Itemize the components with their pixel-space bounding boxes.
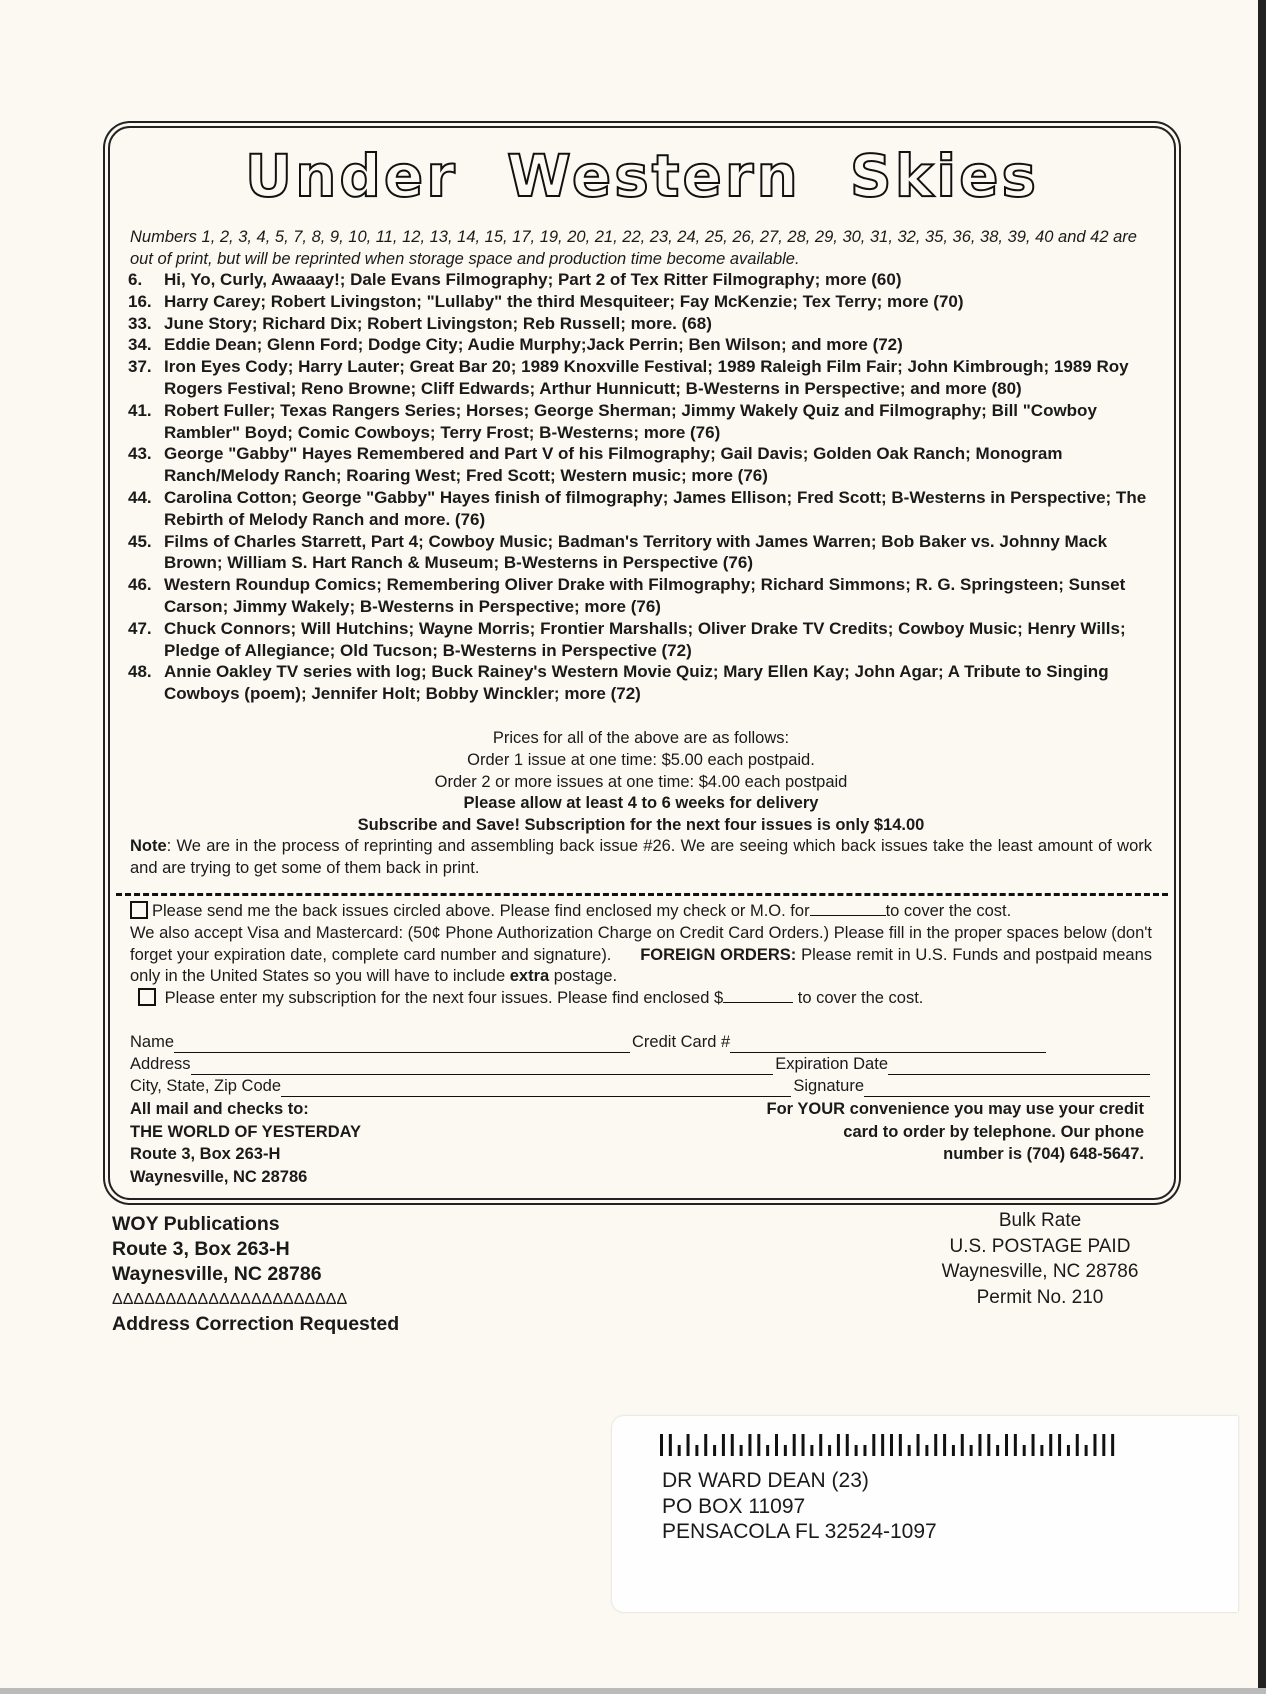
- barcode-bar: [793, 1434, 796, 1456]
- barcode-bar: [1076, 1434, 1079, 1456]
- amount-blank[interactable]: [810, 901, 886, 916]
- note-label: Note: [130, 837, 167, 855]
- barcode-bar: [704, 1434, 707, 1456]
- issue-item: [128, 269, 1152, 291]
- issue-number: 6.: [128, 270, 143, 289]
- barcode-bar: [1067, 1445, 1070, 1456]
- barcode-bar: [978, 1434, 981, 1456]
- order-form: [130, 901, 1152, 1010]
- signature-label: Signature: [793, 1077, 864, 1095]
- name-label: Name: [130, 1033, 175, 1051]
- mail-street: Route 3, Box 263-H: [130, 1145, 281, 1163]
- barcode-bar: [687, 1434, 690, 1456]
- subscription-checkbox[interactable]: [138, 988, 156, 1006]
- foreign-orders-label: FOREIGN ORDERS:: [640, 945, 797, 964]
- barcode-bar: [784, 1445, 787, 1456]
- issue-number: 16.: [128, 291, 152, 311]
- name-field[interactable]: [174, 1037, 630, 1053]
- barcode-bar: [722, 1434, 725, 1456]
- barcode-bar: [1085, 1445, 1088, 1456]
- visa-text: We also accept Visa and Mastercard: (50¢ Phone Authorization Charge on Credit Card Orders.) Please fill in the proper spaces below (don't forget your expiration date, complete card number and signature).: [130, 923, 1152, 964]
- barcode-bar: [748, 1434, 751, 1456]
- barcode-bar: [819, 1434, 822, 1456]
- issue-item: [128, 661, 1152, 705]
- subscription-text: Please enter my subscription for the next four issues. Please find enclosed $: [164, 989, 724, 1008]
- page-title: Under Western Skies: [244, 142, 1040, 210]
- city-label: City, State, Zip Code: [130, 1077, 282, 1095]
- address-field[interactable]: [191, 1059, 774, 1075]
- issue-number: 48.: [128, 662, 152, 682]
- scan-edge: [1258, 0, 1266, 1694]
- credit-card-field[interactable]: [730, 1037, 1046, 1053]
- barcode-bar: [996, 1445, 999, 1456]
- issue-item: [128, 574, 1152, 618]
- issue-number: 37.: [128, 357, 152, 377]
- issue-contents: Iron Eyes Cody; Harry Lauter; Great Bar 20; 1989 Knoxville Festival; 1989 Raleigh Film Fair; John Kimbrough; 1989 Roy Rogers Festival; Reno Browne; Cliff Edwards; Arthur Hunnicutt; B-Westerns in Perspective; and more (80): [164, 357, 1129, 398]
- foreign-orders-text: Please remit in U.S. Funds and postpaid means only in the United States so you will have to include: [130, 945, 1153, 986]
- issue-item: [128, 443, 1152, 487]
- back-issues-option: [130, 901, 1152, 923]
- issue-item: [128, 400, 1152, 444]
- issue-contents: Chuck Connors; Will Hutchins; Wayne Morris; Frontier Marshalls; Oliver Drake TV Credits; Cowboy Music; Henry Wills; Pledge of Allegiance; Old Tucson; B-Westerns in Perspective (72): [164, 618, 1126, 660]
- issue-number: 44.: [128, 487, 152, 507]
- form-row-3: [130, 1075, 1152, 1097]
- barcode-bar: [802, 1434, 805, 1456]
- barcode-bar: [987, 1434, 990, 1456]
- extra-text: extra: [509, 967, 550, 986]
- barcode-bar: [881, 1434, 884, 1456]
- issue-item: [128, 487, 1152, 531]
- subscription-option: [130, 988, 1152, 1010]
- issue-contents: June Story; Richard Dix; Robert Livingston; Reb Russell; more. (68): [164, 313, 712, 333]
- issue-contents: Annie Oakley TV series with log; Buck Rainey's Western Movie Quiz; Mary Ellen Kay; John Agar; A Tribute to Singing Cowboys (poem); Jennifer Holt; Bobby Winckler; more (72): [164, 662, 1109, 704]
- barcode-bar: [1049, 1434, 1052, 1456]
- expiration-field[interactable]: [888, 1059, 1150, 1075]
- issue-number: 43.: [128, 444, 152, 464]
- phone-order-info: [767, 1098, 1144, 1166]
- city-field[interactable]: [281, 1081, 791, 1097]
- barcode-bar: [1111, 1434, 1114, 1456]
- phone-line-2: card to order by telephone. Our phone: [843, 1122, 1144, 1141]
- address-label: Address: [130, 1055, 191, 1073]
- barcode-bar: [846, 1434, 849, 1456]
- customer-info-form: [130, 1031, 1152, 1097]
- return-address: [112, 1212, 399, 1337]
- subscription-offer: Subscribe and Save! Subscription for the next four issues is only $14.00: [357, 816, 925, 835]
- mail-heading: All mail and checks to:: [130, 1100, 309, 1118]
- postage-text: postage.: [553, 967, 618, 986]
- barcode-bar: [757, 1434, 760, 1456]
- barcode-bar: [872, 1434, 875, 1456]
- note-text: : We are in the process of reprinting and assembling back issue #26. We are seeing which back issues take the least amount of work and are trying to get some of them back in print.: [130, 837, 1152, 877]
- mailing-label: [612, 1416, 1238, 1612]
- issue-item: [128, 291, 1152, 313]
- issue-number: 46.: [128, 575, 152, 595]
- barcode-bar: [943, 1434, 946, 1456]
- bulk-rate: Bulk Rate: [998, 1210, 1082, 1231]
- mail-company: THE WORLD OF YESTERDAY: [130, 1122, 362, 1141]
- phone-line-1: For YOUR convenience you may use your credit: [766, 1100, 1144, 1118]
- barcode-bar: [766, 1445, 769, 1456]
- issue-contents: Carolina Cotton; George "Gabby" Hayes finish of filmography; James Ellison; Fred Scott; B-Westerns in Perspective; The Rebirth of Melody Ranch and more. (76): [164, 487, 1147, 529]
- issue-contents: Western Roundup Comics; Remembering Oliver Drake with Filmography; Richard Simmons; R. G. Springsteen; Sunset Carson; Jimmy Wakely; B-Westerns in Perspective; more (76): [164, 575, 1126, 616]
- barcode-bar: [1032, 1434, 1035, 1456]
- barcode-bar: [917, 1434, 920, 1456]
- publisher-name: WOY Publications: [112, 1213, 280, 1235]
- postage-indicia: [930, 1208, 1150, 1310]
- recipient-name: DR WARD DEAN (23): [662, 1469, 869, 1492]
- recipient-address: [662, 1468, 937, 1545]
- barcode-bar: [863, 1445, 866, 1456]
- issue-contents: George "Gabby" Hayes Remembered and Part V of his Filmography; Gail Davis; Golden Oak Ranch; Monogram Ranch/Melody Ranch; Roaring West; Fred Scott; Western music; more (76): [164, 444, 1063, 486]
- issue-list: [128, 269, 1152, 705]
- back-issues-text-end: to cover the cost.: [885, 902, 1012, 920]
- barcode-bar: [1014, 1434, 1017, 1456]
- barcode-bar: [855, 1445, 858, 1456]
- barcode-bar: [695, 1445, 698, 1456]
- reprint-note: [130, 836, 1152, 880]
- barcode-bar: [1023, 1445, 1026, 1456]
- recipient-box: PO BOX 11097: [662, 1494, 806, 1518]
- barcode-bar: [890, 1434, 893, 1456]
- payment-info: [130, 923, 1152, 988]
- phone-line-3: number is (704) 648-5647.: [943, 1145, 1144, 1163]
- issue-number: 33.: [128, 313, 152, 333]
- barcode-bar: [1040, 1445, 1043, 1456]
- issue-contents: Robert Fuller; Texas Rangers Series; Horses; George Sherman; Jimmy Wakely Quiz and Filmography; Bill "Cowboy Rambler" Boyd; Comic Cowboys; Terry Frost; B-Westerns; more (76): [164, 400, 1097, 442]
- barcode-bar: [660, 1434, 663, 1456]
- back-issues-text: Please send me the back issues circled above. Please find enclosed my check or M.O. for: [152, 902, 810, 920]
- price-multiple: Order 2 or more issues at one time: $4.00 each postpaid: [434, 772, 848, 791]
- issue-contents: Eddie Dean; Glenn Ford; Dodge City; Audie Murphy;Jack Perrin; Ben Wilson; and more (72): [164, 335, 903, 355]
- signature-field[interactable]: [864, 1081, 1150, 1097]
- scan-edge-bottom: [0, 1688, 1266, 1694]
- issue-item: [128, 313, 1152, 335]
- issue-item: [128, 334, 1152, 356]
- prices-section: [130, 728, 1152, 837]
- barcode-bar: [925, 1445, 928, 1456]
- barcode-bar: [961, 1434, 964, 1456]
- back-issues-checkbox[interactable]: [130, 901, 148, 919]
- barcode-bar: [1058, 1434, 1061, 1456]
- issue-contents: Hi, Yo, Curly, Awaaay!; Dale Evans Filmography; Part 2 of Tex Ritter Filmography; more (60): [164, 270, 902, 289]
- expiration-label: Expiration Date: [775, 1055, 888, 1073]
- form-row-2: [130, 1053, 1152, 1075]
- mail-city: Waynesville, NC 28786: [130, 1167, 308, 1186]
- issue-item: [128, 531, 1152, 575]
- barcode-bar: [731, 1434, 734, 1456]
- barcode-bar: [970, 1445, 973, 1456]
- issue-item: [128, 356, 1152, 400]
- issue-item: [128, 618, 1152, 662]
- issue-number: 47.: [128, 618, 152, 638]
- cut-line: [116, 893, 1168, 896]
- form-row-1: [130, 1031, 1152, 1053]
- barcode-bar: [908, 1445, 911, 1456]
- indicia-city: Waynesville, NC 28786: [941, 1261, 1139, 1282]
- barcode-bar: [899, 1434, 902, 1456]
- postage-paid: U.S. POSTAGE PAID: [949, 1235, 1131, 1257]
- address-correction: Address Correction Requested: [112, 1313, 400, 1335]
- credit-card-label: Credit Card #: [632, 1033, 731, 1051]
- issue-number: 34.: [128, 335, 152, 355]
- mail-to-address: [130, 1098, 361, 1188]
- issue-contents: Harry Carey; Robert Livingston; "Lullaby" the third Mesquiteer; Fay McKenzie; Tex Terry; more (70): [164, 291, 964, 311]
- barcode-bar: [775, 1434, 778, 1456]
- barcode-bar: [713, 1445, 716, 1456]
- triangle-row: ΔΔΔΔΔΔΔΔΔΔΔΔΔΔΔΔΔΔΔΔΔΔ: [112, 1291, 348, 1308]
- publisher-city: Waynesville, NC 28786: [112, 1263, 322, 1285]
- barcode-bar: [1102, 1434, 1105, 1456]
- issue-number: 41.: [128, 400, 152, 420]
- barcode-bar: [669, 1434, 672, 1456]
- barcode-bar: [810, 1445, 813, 1456]
- barcode-bar: [837, 1434, 840, 1456]
- permit-number: Permit No. 210: [976, 1286, 1104, 1308]
- issue-contents: Films of Charles Starrett, Part 4; Cowboy Music; Badman's Territory with James Warren; Bob Baker vs. Johnny Mack Brown; William S. Hart Ranch & Museum; B-Westerns in Perspective (76): [164, 531, 1108, 573]
- barcode-bar: [740, 1445, 743, 1456]
- barcode-bar: [952, 1445, 955, 1456]
- subscription-amount-blank[interactable]: [723, 988, 793, 1003]
- price-single: Order 1 issue at one time: $5.00 each postpaid.: [467, 750, 815, 769]
- recipient-city: PENSACOLA FL 32524-1097: [662, 1520, 937, 1543]
- back-issues-order-box: [108, 126, 1176, 1200]
- postal-barcode: [660, 1434, 1120, 1456]
- barcode-bar: [828, 1445, 831, 1456]
- issue-number: 45.: [128, 531, 152, 551]
- publisher-street: Route 3, Box 263-H: [112, 1238, 290, 1260]
- prices-intro: Prices for all of the above are as follows:: [492, 729, 790, 747]
- barcode-bar: [1005, 1434, 1008, 1456]
- delivery-notice: Please allow at least 4 to 6 weeks for delivery: [463, 794, 819, 813]
- out-of-print-notice: Numbers 1, 2, 3, 4, 5, 7, 8, 9, 10, 11, 12, 13, 14, 15, 17, 19, 20, 21, 22, 23, 24, 25, 26, 27, 28, 29, 30, 31, 32, 35, 36, 38, 39, 40 and 42 are out of print, but will be reprinted when storage space and production time become available.: [130, 228, 1137, 268]
- barcode-bar: [678, 1445, 681, 1456]
- barcode-bar: [934, 1434, 937, 1456]
- subscription-text-end: to cover the cost.: [797, 989, 924, 1008]
- barcode-bar: [1093, 1434, 1096, 1456]
